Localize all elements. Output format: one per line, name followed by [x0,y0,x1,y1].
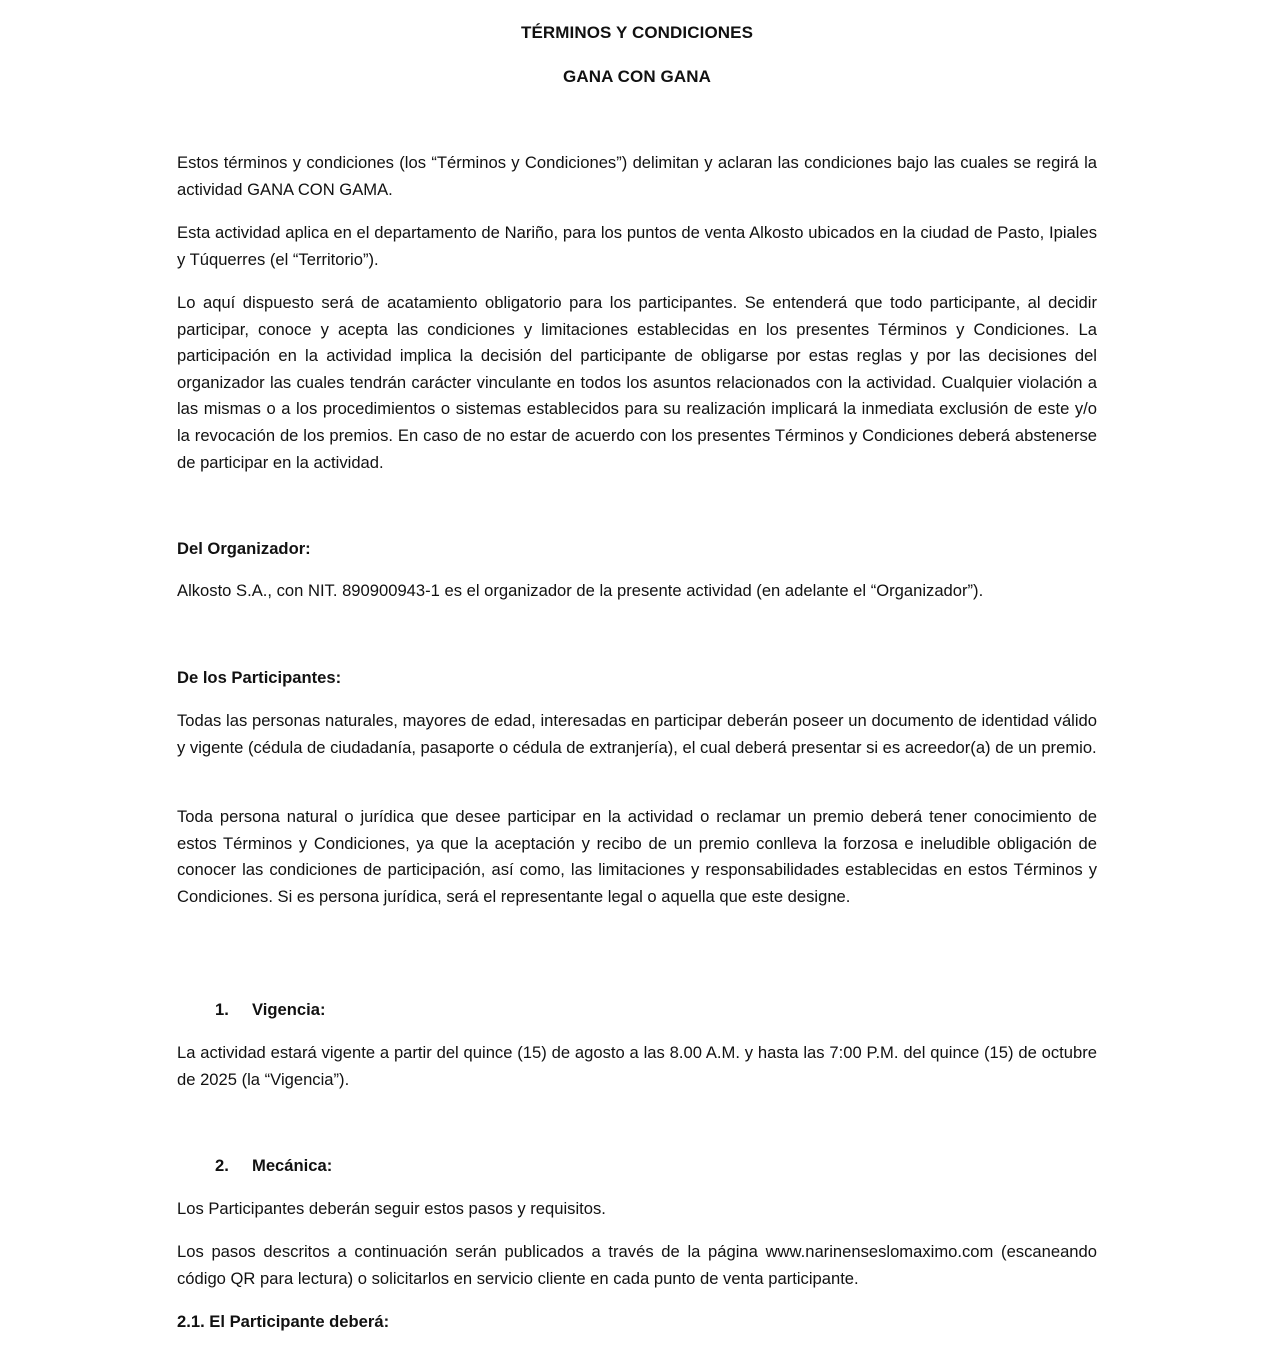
participants-paragraph: Todas las personas naturales, mayores de edad, interesadas en participar deberán poseer un documento de identidad válido y vigente (cédula de ciudadanía, pasaporte o cédula de extranjería), el cual deberá presentar si es acreedor(a) de un premio. [177,711,1097,757]
document-title: TÉRMINOS Y CONDICIONES [520,23,754,42]
section-title: Vigencia: [252,1000,326,1019]
section-heading-vigencia [215,997,325,1024]
participants-paragraph: Toda persona natural o jurídica que desee participar en la actividad o reclamar un premio deberá tener conocimiento de estos Términos y Condiciones, ya que la aceptación y recibo de un premio conlleva la forzosa e ineludible obligación de conocer las condiciones de participación, así como, las limitaciones y responsabilidades establecidas en estos Términos y Condiciones. Si es persona jurídica, será el representante legal o aquella que este designe. [177,807,1097,906]
intro-paragraph: Lo aquí dispuesto será de acatamiento obligatorio para los participantes. Se entenderá que todo participante, al decidir participar, conoce y acepta las condiciones y limitaciones establecidas en los presentes Términos y Condiciones. La participación en la actividad implica la decisión del participante de obligarse por estas reglas y por las decisiones del organizador las cuales tendrán carácter vinculante en todos los asuntos relacionados con la actividad. Cualquier violación a las mismas o a los procedimientos o sistemas establecidos para su realización implicará la inmediata exclusión de este y/o la revocación de los premios. En caso de no estar de acuerdo con los presentes Términos y Condiciones deberá abstenerse de participar en la actividad. [177,293,1097,472]
organizer-heading: Del Organizador: [177,539,311,558]
section-number: 2. [215,1156,229,1175]
vigencia-paragraph: La actividad estará vigente a partir del quince (15) de agosto a las 8.00 A.M. y hasta las 7:00 P.M. del quince (15) de octubre de 2025 (la “Vigencia”). [177,1043,1097,1089]
participants-heading: De los Participantes: [177,668,342,687]
organizer-paragraph: Alkosto S.A., con NIT. 890900943-1 es el organizador de la presente actividad (en adelante el “Organizador”). [177,581,984,600]
intro-paragraph: Estos términos y condiciones (los “Términos y Condiciones”) delimitan y aclaran las condiciones bajo las cuales se regirá la actividad GANA CON GAMA. [177,153,1097,199]
section-heading-mecanica [215,1153,332,1180]
section-number: 1. [215,1000,229,1019]
mecanica-paragraph: Los pasos descritos a continuación serán publicados a través de la página www.narinenseslomaximo.com (escaneando código QR para lectura) o solicitarlos en servicio cliente en cada punto de venta participante. [177,1242,1097,1288]
document-subtitle: GANA CON GANA [563,67,711,86]
subsection-heading: 2.1. El Participante deberá: [177,1312,390,1331]
mecanica-paragraph: Los Participantes deberán seguir estos pasos y requisitos. [177,1199,606,1218]
intro-paragraph: Esta actividad aplica en el departamento de Nariño, para los puntos de venta Alkosto ubicados en la ciudad de Pasto, Ipiales y Túquerres (el “Territorio”). [177,223,1097,269]
section-title: Mecánica: [252,1156,333,1175]
